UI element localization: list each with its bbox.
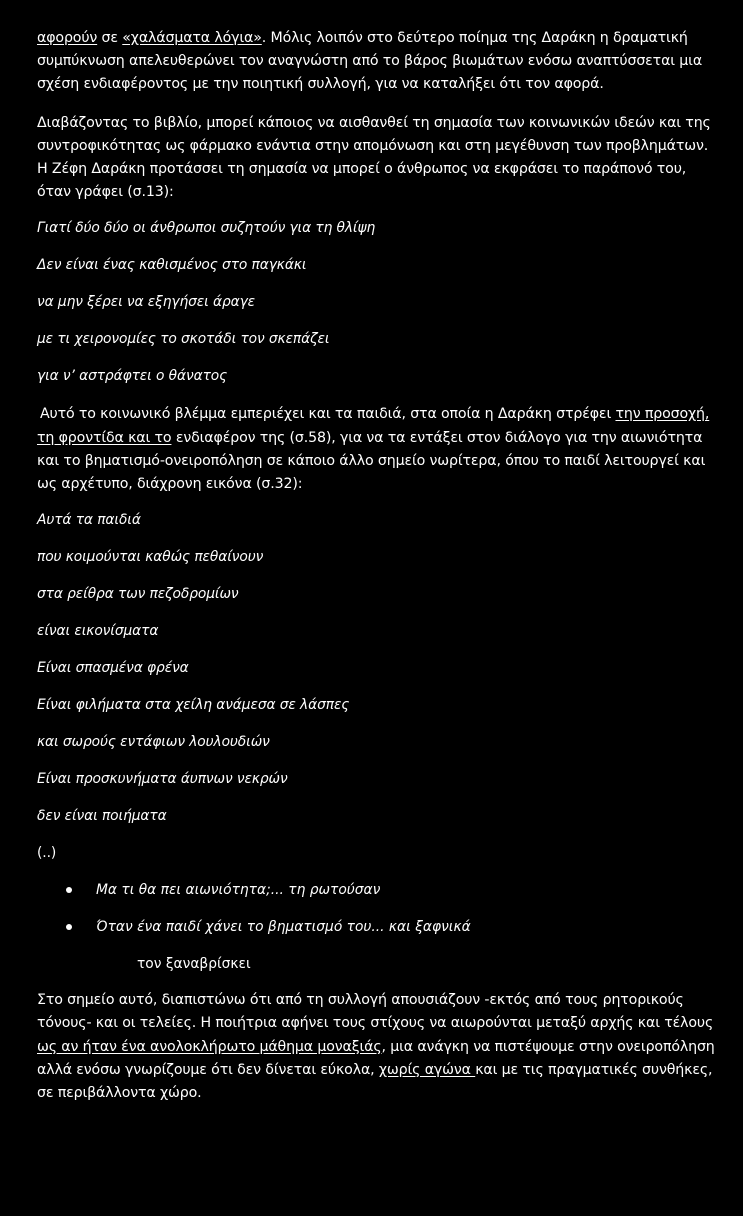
paragraph-4-underlined-2: χωρίς αγώνα <box>378 1061 476 1078</box>
poem-2-line: Είναι σπασμένα φρένα <box>37 660 189 677</box>
poem-2-line: στα ρείθρα των πεζοδρομίων <box>37 586 239 603</box>
poem-2-line: που κοιμούνται καθώς πεθαίνουν <box>37 549 264 566</box>
paragraph-3-text-b: ενδιαφέρον της (σ.58), για να τα εντάξει στον διάλογο για την αιωνιότητα και το βηματισμό-ονειροπόληση σε κάποιο άλλο σημείο νωρίτερα, όπου το παιδί λειτουργεί και ως αρχέτυπο, διάχρονη εικόνα (σ.32): <box>37 429 706 493</box>
bullet-icon <box>66 924 72 930</box>
poem-2-line: δεν είναι ποιήματα <box>37 808 167 825</box>
poem-1-line: να μην ξέρει να εξηγήσει άραγε <box>37 294 256 311</box>
paragraph-4-text-b: , μια ανάγκη να πιστέψουμε στην ονειροπόληση αλλά ενόσω γνωρίζουμε ότι δεν δίνεται εύκολα, <box>37 1038 715 1078</box>
paragraph-1-text-a: σε <box>97 30 123 46</box>
bullet-text: Όταν ένα παιδί χάνει το βηματισμό του... και ξαφνικά <box>96 919 471 936</box>
poem-1-line: Δεν είναι ένας καθισμένος στο παγκάκι <box>37 257 307 274</box>
paragraph-4-text-a: Στο σημείο αυτό, διαπιστώνω ότι από τη συλλογή απουσιάζουν -εκτός από τους ρητορικούς τόνους- και οι τελείες. Η ποιήτρια αφήνει τους στίχους να αιωρούνται μεταξύ αρχής και τέλους <box>37 992 714 1032</box>
bullet-item <box>37 881 721 899</box>
paragraph-3-underlined: την προσοχή, τη φροντίδα και το <box>37 406 710 446</box>
poem-2-line: είναι εικονίσματα <box>37 623 159 640</box>
bullet-text: Μα τι θα πει αιωνιότητα;... τη ρωτούσαν <box>96 882 381 899</box>
underlined-quote: «χαλάσματα λόγια» <box>122 30 262 46</box>
bullet-list <box>37 881 721 936</box>
poem-1-line: Γιατί δύο δύο οι άνθρωποι συζητούν για τη θλίψη <box>37 220 376 237</box>
bullet-item <box>37 918 721 936</box>
paragraph-2: Διαβάζοντας το βιβλίο, μπορεί κάποιος να αισθανθεί τη σημασία των κοινωνικών ιδεών και της συντροφικότητας ως φάρμακο ενάντια στην απομόνωση και στη μεγέθυνση των προβλημάτων. Η Ζέφη Δαράκη προτάσσει τη σημασία να μπορεί ο άνθρωπος να εκφράσει το παράπονό του, όταν γράφει (σ.13): <box>37 114 711 201</box>
ellipsis-marker: (..) <box>37 845 57 862</box>
poem-1-line: για ν’ αστράφτει ο θάνατος <box>37 368 228 385</box>
paragraph-4-underlined-1: ως αν ήταν ένα ανολοκλήρωτο μάθημα μοναξιάς <box>37 1038 382 1055</box>
paragraph-1-text-b: . Μόλις λοιπόν στο δεύτερο ποίημα της Δαράκη η δραματική συμπύκνωση απελευθερώνει τον αναγνώστη από το βάρος βιωμάτων ενόσω αναπτύσσεται μια σχέση ενδιαφέροντος με την ποιητική συλλογή, για να καταλήξει ότι τον αφορά. <box>37 30 703 93</box>
poem-2-line: Είναι φιλήματα στα χείλη ανάμεσα σε λάσπες <box>37 697 350 714</box>
poem-2 <box>37 511 721 825</box>
underlined-term-afoROUN: αφορούν <box>37 30 98 46</box>
bullet-icon <box>66 887 72 893</box>
bullet-continuation: τον ξαναβρίσκει <box>137 956 251 973</box>
paragraph-1 <box>37 27 721 97</box>
poem-2-line: και σωρούς εντάφιων λουλουδιών <box>37 734 270 751</box>
poem-2-line: Είναι προσκυνήματα άυπνων νεκρών <box>37 771 288 788</box>
poem-2-line: Αυτά τα παιδιά <box>37 512 141 529</box>
paragraph-3 <box>37 403 721 496</box>
document-page <box>37 27 721 1105</box>
paragraph-4-text-c: και με τις πραγματικές συνθήκες, σε περιβάλλοντα χώρο. <box>37 1061 713 1102</box>
paragraph-3-text-a: Αυτό το κοινωνικό βλέμμα εμπεριέχει και τα παιδιά, στα οποία η Δαράκη στρέφει <box>40 406 616 423</box>
paragraph-4 <box>37 989 721 1105</box>
poem-1-line: με τι χειρονομίες το σκοτάδι τον σκεπάζει <box>37 331 330 348</box>
poem-1 <box>37 219 721 385</box>
